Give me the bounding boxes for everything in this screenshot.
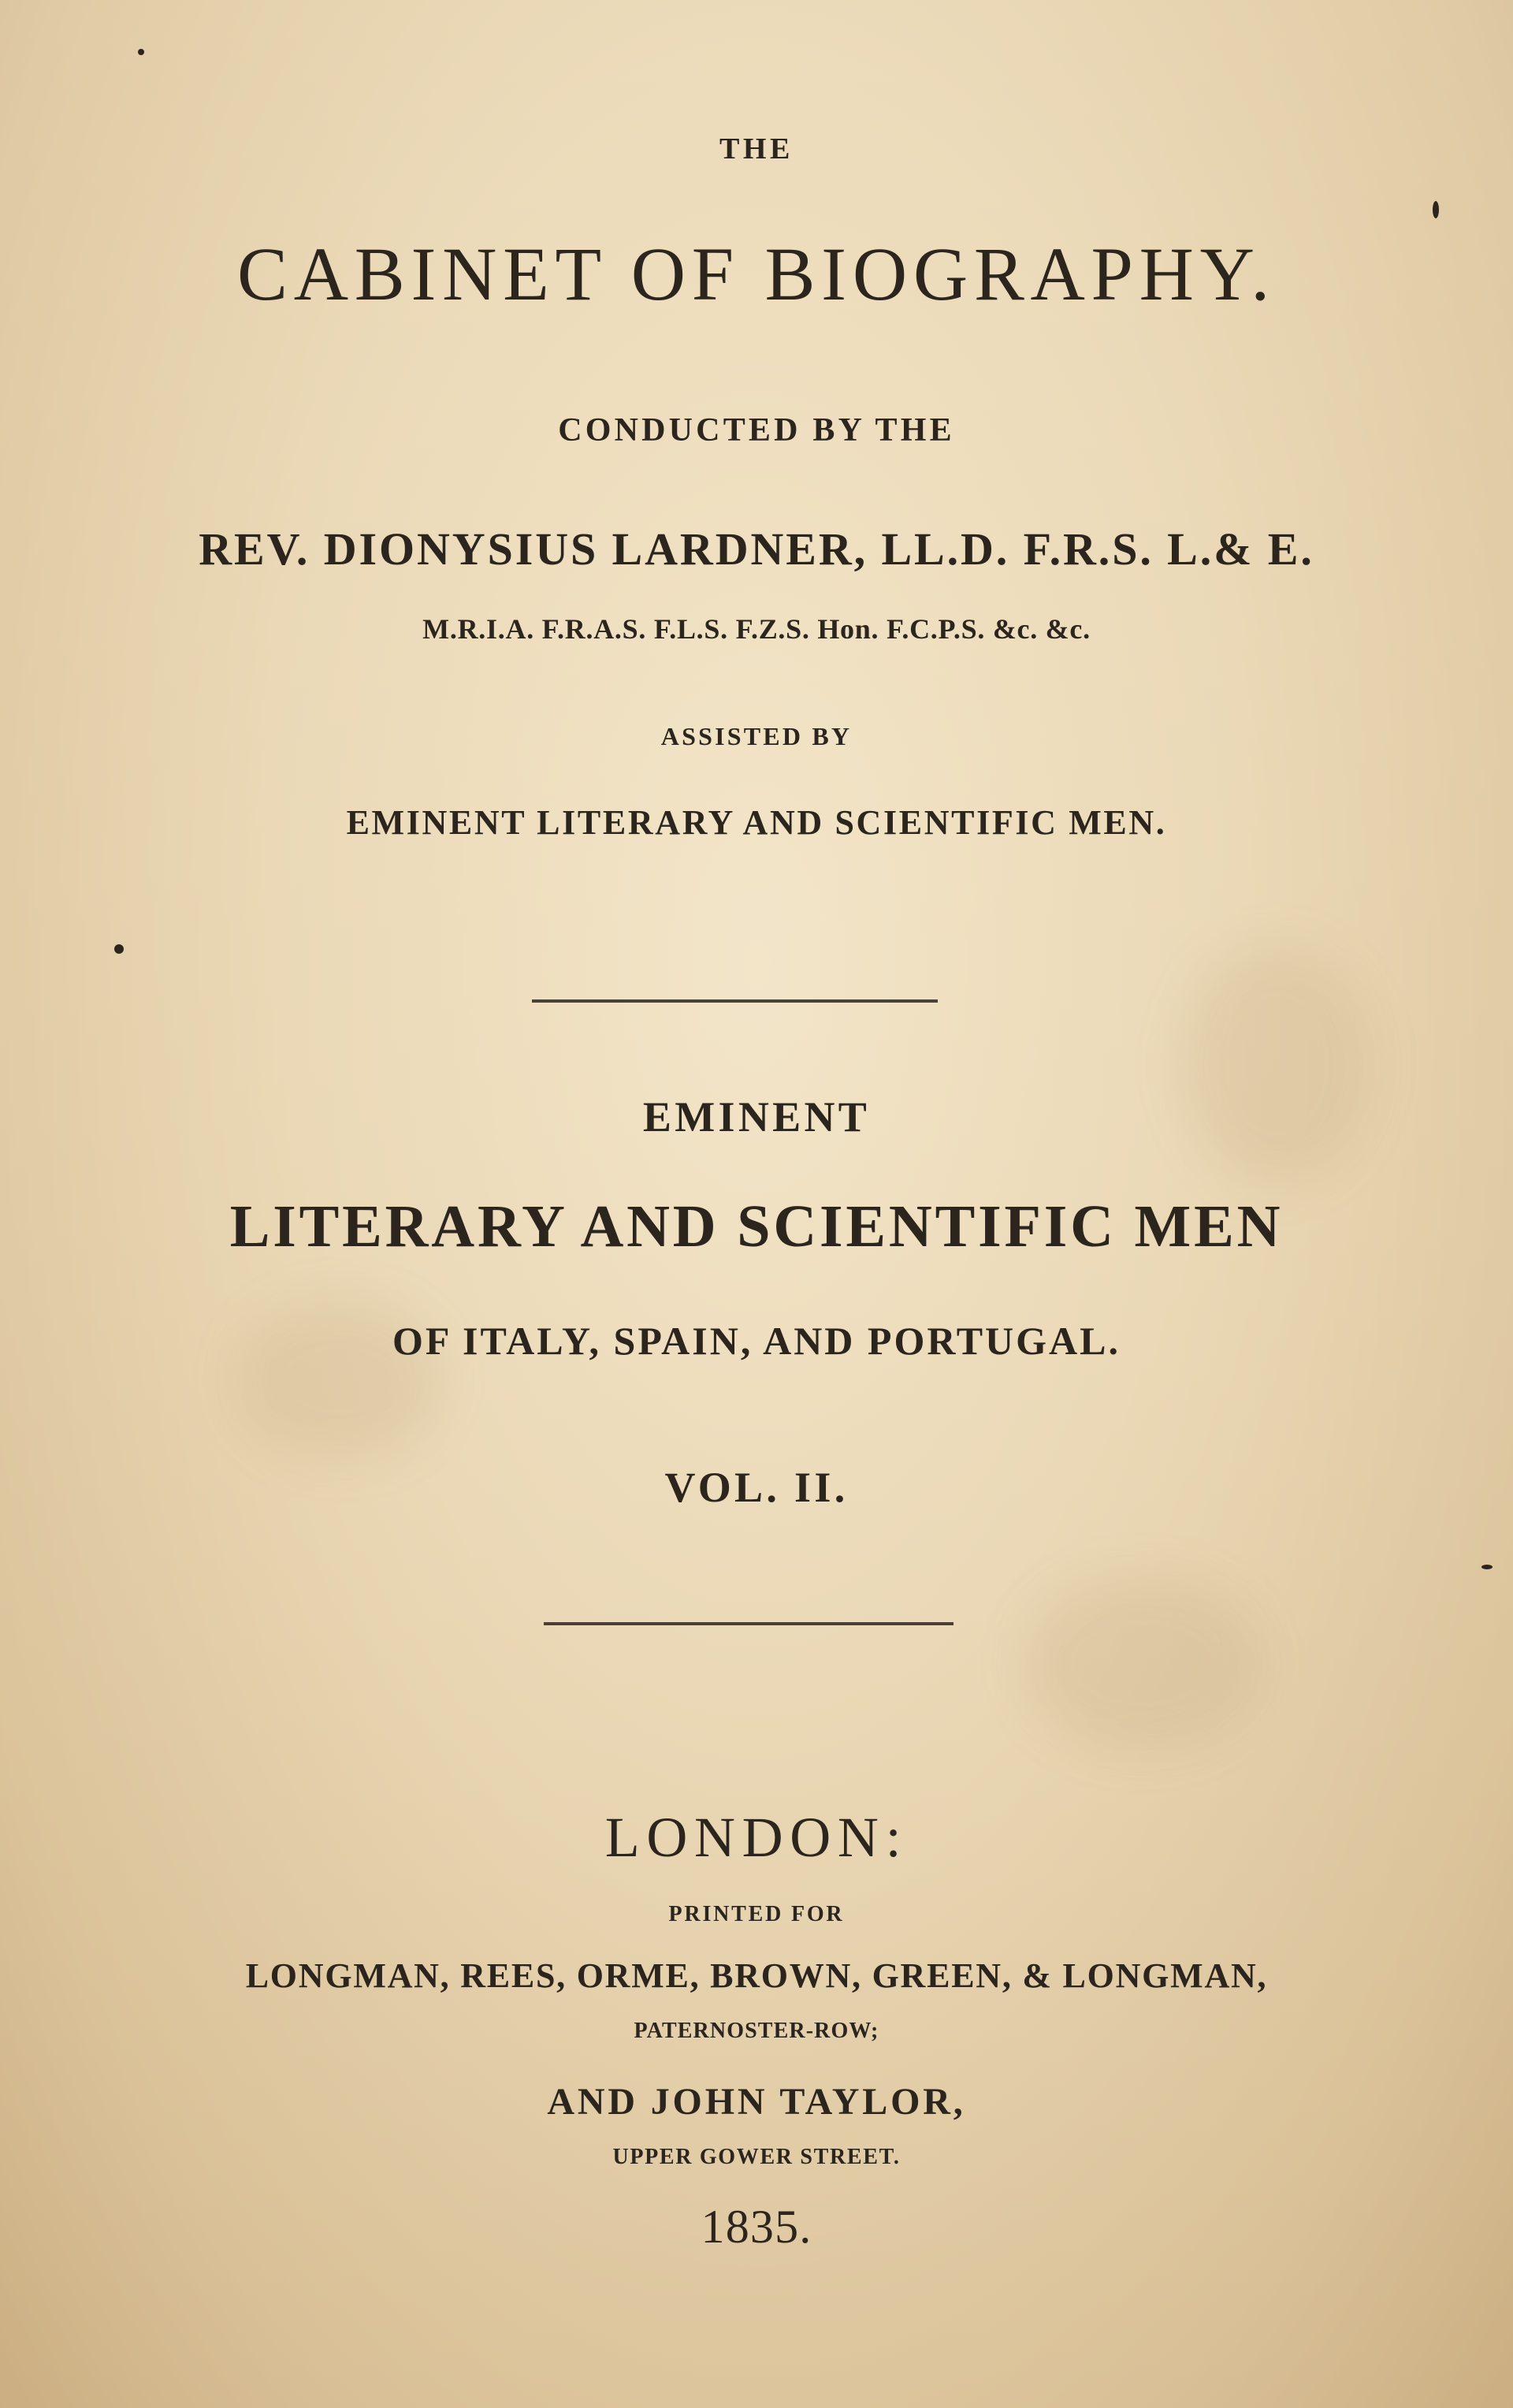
publisher: LONGMAN, REES, ORME, BROWN, GREEN, & LONGMAN, (245, 1956, 1268, 1995)
title-the: THE (719, 132, 794, 166)
assisted-by: ASSISTED BY (660, 722, 853, 750)
ink-speck (1481, 1565, 1493, 1569)
paper-stain (1024, 1576, 1261, 1750)
co-publisher-address: UPPER GOWER STREET. (612, 2145, 901, 2169)
assistants: EMINENT LITERARY AND SCIENTIFIC MEN. (346, 803, 1167, 842)
divider-rule-top (532, 999, 938, 1003)
work-title-line-1: EMINENT (642, 1093, 871, 1141)
ink-speck (1433, 201, 1439, 218)
publisher-address: PATERNOSTER-ROW; (634, 2019, 879, 2043)
co-publisher: AND JOHN TAYLOR, (547, 2081, 966, 2123)
city: LONDON: (604, 1806, 909, 1869)
ink-speck (138, 49, 144, 55)
paper-stain (1182, 946, 1371, 1182)
work-title-line-2: LITERARY AND SCIENTIFIC MEN (229, 1193, 1284, 1260)
series-title: CABINET OF BIOGRAPHY. (237, 232, 1276, 316)
volume-number: VOL. II. (664, 1464, 849, 1511)
work-title-line-3: OF ITALY, SPAIN, AND PORTUGAL. (392, 1319, 1121, 1363)
printed-for: PRINTED FOR (668, 1902, 845, 1926)
divider-rule-bottom (544, 1622, 954, 1625)
ink-speck (114, 944, 124, 954)
editor-name: REV. DIONYSIUS LARDNER, LL.D. F.R.S. L.& E. (199, 523, 1314, 575)
conducted-by: CONDUCTED BY THE (558, 412, 955, 448)
publication-year: 1835. (701, 2201, 812, 2253)
editor-credentials: M.R.I.A. F.R.A.S. F.L.S. F.Z.S. Hon. F.C.P.S. &c. &c. (422, 613, 1091, 645)
